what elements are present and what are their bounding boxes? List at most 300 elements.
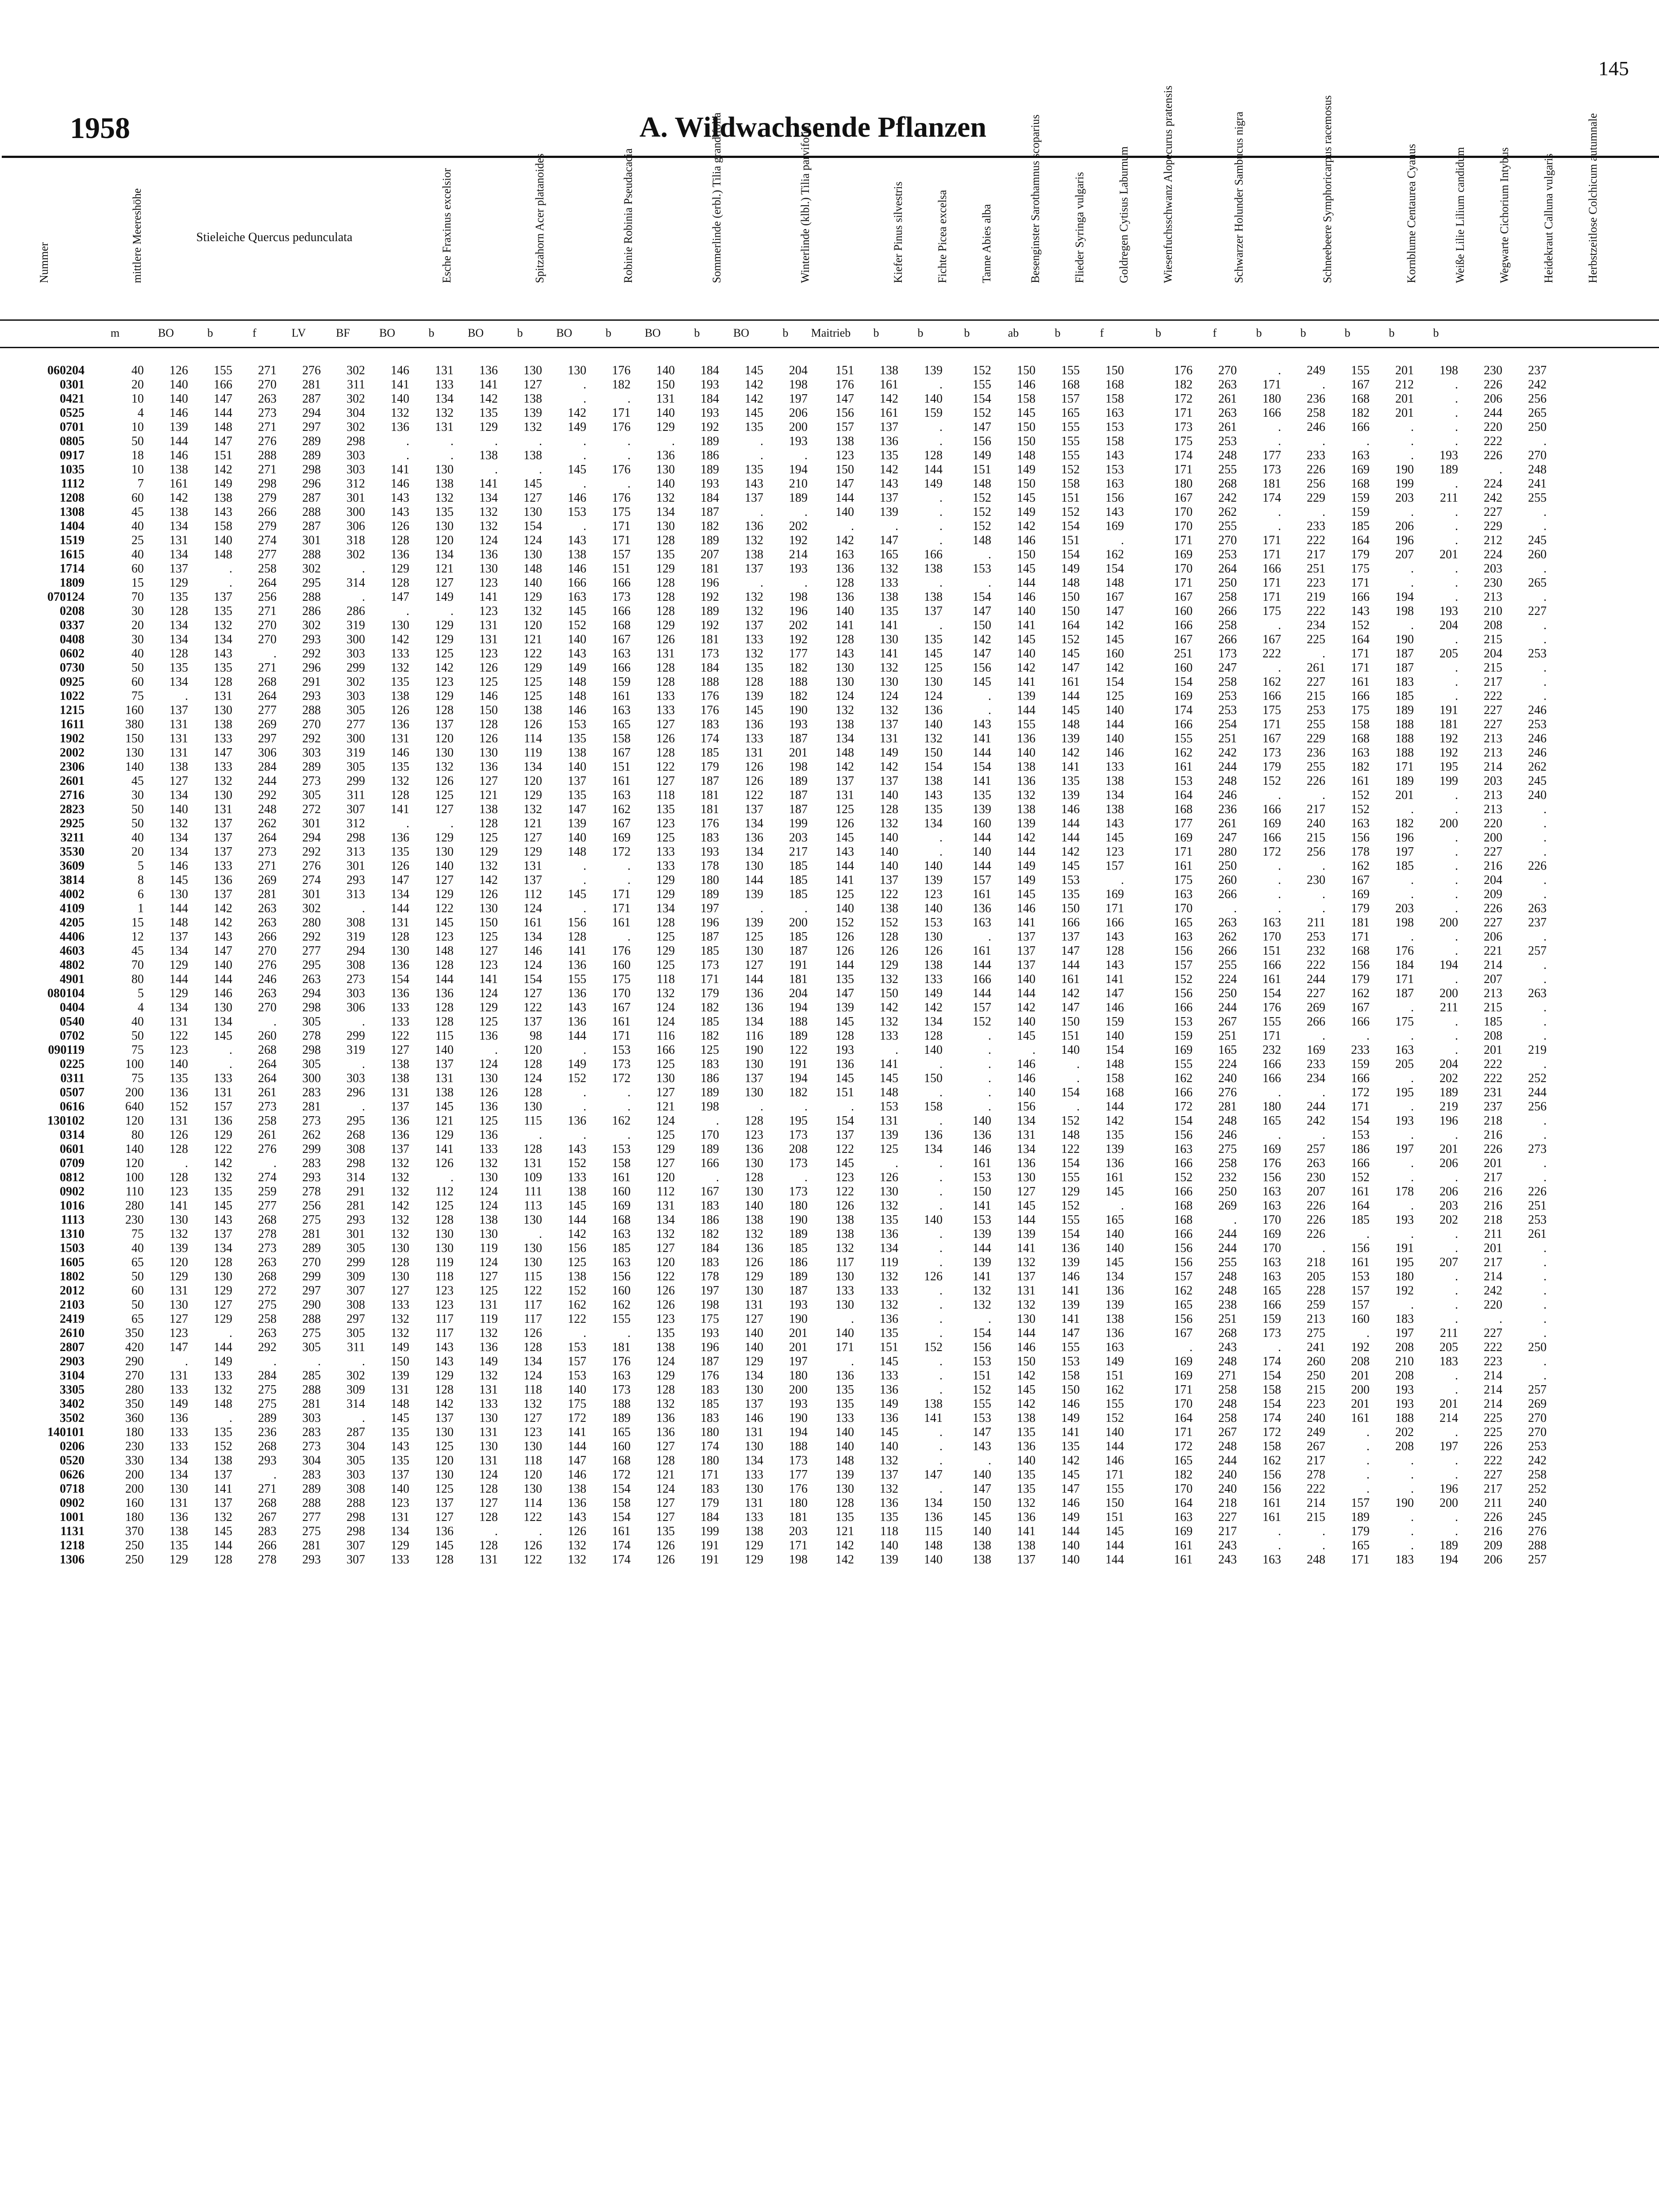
- table-cell: 180: [789, 1369, 808, 1382]
- table-cell: 185: [789, 887, 808, 901]
- table-cell: 330: [125, 1454, 144, 1467]
- table-cell: 140: [745, 1199, 763, 1213]
- table-cell: 146: [1017, 378, 1035, 392]
- table-cell: 263: [1218, 406, 1237, 420]
- table-cell: 171: [612, 1029, 631, 1043]
- table-cell: 127: [745, 1312, 763, 1326]
- table-cell: 188: [789, 1015, 808, 1029]
- table-cell: 292: [302, 930, 321, 944]
- table-cell: 274: [258, 534, 277, 547]
- table-cell: 169: [1263, 1142, 1281, 1156]
- table-cell: 147: [973, 647, 991, 661]
- table-cell: 123: [169, 1043, 188, 1057]
- table-cell: 154: [835, 1114, 854, 1128]
- table-cell: 301: [302, 817, 321, 830]
- table-cell: 125: [435, 1199, 454, 1213]
- table-cell: 125: [435, 1482, 454, 1496]
- table-cell: 118: [657, 788, 675, 802]
- table-cell: 159: [1351, 505, 1370, 519]
- table-cell: 206: [1395, 519, 1414, 533]
- table-cell: 126: [835, 1199, 854, 1213]
- table-cell: 123: [169, 1326, 188, 1340]
- table-cell: 123: [479, 958, 498, 972]
- table-cell: 127: [435, 873, 454, 887]
- table-cell: 135: [169, 590, 188, 604]
- table-cell: .: [1077, 1100, 1080, 1114]
- table-cell: 176: [1174, 364, 1193, 377]
- table-cell: 154: [1351, 1114, 1370, 1128]
- table-cell: 136: [1017, 1510, 1035, 1524]
- table-cell: 263: [258, 1326, 277, 1340]
- table-cell: 148: [568, 675, 586, 689]
- table-cell: 147: [973, 1425, 991, 1439]
- table-cell: 305: [302, 1340, 321, 1354]
- table-cell: 160: [612, 1440, 631, 1453]
- table-cell: 163: [1263, 1256, 1281, 1269]
- table-cell: 128: [745, 1171, 763, 1184]
- table-cell: 132: [656, 491, 675, 505]
- table-cell: 123: [435, 1284, 454, 1298]
- table-cell: 145: [214, 1525, 232, 1538]
- subheader-label: BO: [733, 326, 750, 339]
- table-cell: 226: [1307, 1213, 1325, 1227]
- table-cell: 264: [258, 576, 277, 590]
- table-cell: 314: [346, 1397, 365, 1411]
- table-cell: 156: [1017, 1100, 1035, 1114]
- table-cell: 189: [789, 491, 808, 505]
- table-cell: 254: [1218, 718, 1237, 731]
- table-cell: 246: [1528, 746, 1547, 760]
- table-cell: 140: [1105, 703, 1124, 717]
- table-cell: 166: [1263, 689, 1281, 703]
- table-cell: 243: [1218, 1340, 1237, 1354]
- table-cell: 281: [302, 1227, 321, 1241]
- table-cell: 179: [1263, 760, 1281, 774]
- table-cell: 124: [479, 1468, 498, 1482]
- table-cell: 158: [612, 732, 631, 745]
- table-cell: .: [1455, 1425, 1458, 1439]
- table-cell: 50: [131, 1029, 144, 1043]
- table-cell: 251: [1218, 732, 1237, 745]
- table-cell: 134: [924, 1496, 943, 1510]
- table-cell: 141: [880, 1057, 898, 1071]
- table-cell: .: [627, 449, 631, 462]
- table-cell: 202: [1395, 1425, 1414, 1439]
- table-cell: 173: [612, 590, 631, 604]
- table-cell: 117: [435, 1312, 454, 1326]
- table-cell: 311: [347, 378, 365, 392]
- table-cell: .: [495, 1043, 498, 1057]
- table-cell: 126: [924, 944, 943, 958]
- table-cell: .: [939, 1057, 943, 1071]
- row-number: 2610: [60, 1326, 85, 1340]
- table-cell: 143: [880, 477, 898, 491]
- table-cell: 167: [612, 817, 631, 830]
- table-cell: .: [939, 519, 943, 533]
- table-cell: 134: [169, 1001, 188, 1014]
- table-cell: 297: [302, 1284, 321, 1298]
- table-row: [0, 732, 1547, 746]
- table-cell: 127: [656, 774, 675, 788]
- row-number: 0206: [60, 1440, 85, 1453]
- table-cell: 124: [479, 1199, 498, 1213]
- table-cell: 152: [169, 1100, 188, 1114]
- table-cell: 287: [302, 491, 321, 505]
- table-cell: 124: [656, 1355, 675, 1368]
- table-cell: 268: [258, 1043, 277, 1057]
- table-cell: 277: [302, 944, 321, 958]
- table-cell: 141: [435, 1142, 454, 1156]
- table-cell: 144: [169, 972, 188, 986]
- table-cell: .: [939, 845, 943, 859]
- table-cell: 280: [125, 1199, 144, 1213]
- table-cell: 70: [131, 590, 144, 604]
- table-cell: 141: [1017, 916, 1035, 929]
- table-cell: 144: [745, 972, 763, 986]
- table-cell: 224: [1484, 477, 1502, 491]
- table-cell: 180: [1263, 1100, 1281, 1114]
- table-cell: 156: [1174, 1128, 1193, 1142]
- table-cell: 252: [1528, 1071, 1547, 1085]
- row-number: 1615: [60, 548, 85, 561]
- table-cell: .: [1121, 1199, 1124, 1213]
- table-cell: 214: [1484, 958, 1502, 972]
- row-number: 1310: [60, 1227, 85, 1241]
- table-cell: 264: [258, 831, 277, 845]
- table-cell: 152: [973, 1015, 991, 1029]
- table-cell: 288: [302, 1383, 321, 1397]
- table-cell: 151: [1061, 491, 1080, 505]
- table-cell: .: [273, 1156, 277, 1170]
- table-cell: 161: [612, 1525, 631, 1538]
- table-cell: 140: [880, 1539, 898, 1552]
- table-cell: 142: [1061, 987, 1080, 1000]
- table-cell: .: [583, 902, 586, 915]
- table-cell: 128: [214, 1256, 232, 1269]
- table-cell: 112: [657, 1185, 675, 1198]
- table-cell: 118: [657, 972, 675, 986]
- table-cell: 131: [880, 1114, 898, 1128]
- table-cell: 287: [346, 1425, 365, 1439]
- table-cell: 148: [924, 1539, 943, 1552]
- table-cell: .: [229, 1326, 232, 1340]
- table-cell: 135: [169, 1071, 188, 1085]
- table-cell: 188: [1395, 1411, 1414, 1425]
- table-cell: 134: [169, 1454, 188, 1467]
- table-cell: 287: [302, 392, 321, 406]
- table-cell: 142: [214, 916, 232, 929]
- table-cell: 261: [1218, 817, 1237, 830]
- table-cell: 136: [479, 1029, 498, 1043]
- table-cell: 138: [1017, 760, 1035, 774]
- table-cell: 122: [169, 1029, 188, 1043]
- header-schneebeere: Schneebeere Symphoricarpus racemosus: [1321, 95, 1334, 283]
- table-cell: 135: [391, 1425, 409, 1439]
- table-cell: 215: [1307, 689, 1325, 703]
- table-cell: 135: [973, 788, 991, 802]
- table-cell: .: [1544, 661, 1547, 675]
- table-cell: 147: [835, 477, 854, 491]
- table-cell: 157: [612, 548, 631, 561]
- table-cell: 201: [1440, 1142, 1458, 1156]
- table-cell: 256: [1307, 845, 1325, 859]
- table-cell: 149: [1105, 1355, 1124, 1368]
- table-cell: 154: [1263, 987, 1281, 1000]
- table-cell: 131: [435, 1071, 454, 1085]
- table-cell: .: [627, 1100, 631, 1114]
- table-cell: 288: [302, 505, 321, 519]
- table-cell: .: [539, 463, 542, 476]
- table-cell: 129: [214, 1284, 232, 1298]
- table-cell: 178: [701, 859, 719, 873]
- table-cell: .: [1411, 1199, 1414, 1213]
- table-cell: 160: [1174, 604, 1193, 618]
- table-cell: 301: [302, 887, 321, 901]
- table-cell: 130: [479, 746, 498, 760]
- table-cell: 150: [973, 1185, 991, 1198]
- table-cell: 173: [1263, 1326, 1281, 1340]
- table-cell: 180: [1263, 392, 1281, 406]
- table-cell: 120: [523, 618, 542, 632]
- table-cell: 185: [701, 746, 719, 760]
- table-cell: 236: [258, 1425, 277, 1439]
- table-cell: 268: [258, 1270, 277, 1283]
- table-cell: 124: [656, 1015, 675, 1029]
- table-cell: 125: [435, 1440, 454, 1453]
- table-cell: 189: [701, 604, 719, 618]
- table-cell: 128: [435, 1015, 454, 1029]
- table-cell: 161: [1174, 1539, 1193, 1552]
- table-cell: 305: [346, 760, 365, 774]
- table-cell: 308: [346, 916, 365, 929]
- table-cell: 171: [701, 1468, 719, 1482]
- table-cell: 305: [302, 1057, 321, 1071]
- table-cell: 125: [701, 1043, 719, 1057]
- table-cell: 171: [1174, 576, 1193, 590]
- table-cell: 159: [1263, 1312, 1281, 1326]
- table-cell: 271: [258, 420, 277, 434]
- subheader-label: b: [605, 326, 612, 339]
- table-cell: 130: [479, 1227, 498, 1241]
- table-cell: 152: [1351, 618, 1370, 632]
- table-cell: 138: [924, 562, 943, 576]
- table-row: [0, 1355, 1547, 1369]
- table-cell: 128: [656, 661, 675, 675]
- table-cell: 132: [479, 1326, 498, 1340]
- table-cell: 145: [435, 1100, 454, 1114]
- table-cell: 166: [214, 378, 232, 392]
- table-cell: 156: [1263, 1468, 1281, 1482]
- table-cell: 132: [169, 1227, 188, 1241]
- table-cell: 40: [131, 1241, 144, 1255]
- table-cell: 139: [745, 887, 763, 901]
- table-cell: 210: [1484, 604, 1502, 618]
- table-cell: 222: [1484, 1057, 1502, 1071]
- table-cell: 144: [973, 859, 991, 873]
- table-cell: 147: [1105, 604, 1124, 618]
- table-cell: 207: [1440, 1256, 1458, 1269]
- table-cell: 130: [523, 1256, 542, 1269]
- table-cell: 130: [924, 930, 943, 944]
- table-cell: 157: [1351, 1496, 1370, 1510]
- table-cell: .: [1077, 1057, 1080, 1071]
- table-cell: 147: [1061, 1482, 1080, 1496]
- table-cell: 223: [1484, 1355, 1502, 1368]
- table-cell: 174: [1263, 1411, 1281, 1425]
- table-cell: 201: [789, 1326, 808, 1340]
- table-cell: 128: [924, 1029, 943, 1043]
- table-cell: 189: [1440, 1539, 1458, 1552]
- table-cell: 140: [169, 392, 188, 406]
- table-cell: 145: [1105, 831, 1124, 845]
- table-cell: 148: [1105, 1057, 1124, 1071]
- table-cell: 285: [302, 1369, 321, 1382]
- table-cell: 140: [924, 1553, 943, 1567]
- table-cell: 171: [701, 972, 719, 986]
- table-cell: 216: [1484, 859, 1502, 873]
- table-cell: 30: [131, 604, 144, 618]
- table-cell: 142: [1061, 1454, 1080, 1467]
- table-cell: 303: [302, 1411, 321, 1425]
- table-cell: 142: [1017, 519, 1035, 533]
- table-cell: 126: [169, 1128, 188, 1142]
- table-cell: 213: [1484, 987, 1502, 1000]
- table-cell: 293: [346, 873, 365, 887]
- table-cell: 50: [131, 434, 144, 448]
- table-cell: 165: [1174, 1298, 1193, 1312]
- table-cell: .: [939, 1114, 943, 1128]
- table-cell: 134: [924, 1015, 943, 1029]
- table-cell: 243: [1218, 1539, 1237, 1552]
- table-cell: 145: [1105, 1185, 1124, 1198]
- table-cell: 140: [973, 1468, 991, 1482]
- table-cell: 166: [1263, 1071, 1281, 1085]
- table-row: [0, 1440, 1547, 1454]
- table-cell: 143: [214, 930, 232, 944]
- table-cell: .: [760, 576, 763, 590]
- table-cell: 269: [1307, 1001, 1325, 1014]
- table-cell: 234: [1307, 1071, 1325, 1085]
- table-cell: 227: [1307, 987, 1325, 1000]
- table-cell: 175: [1351, 703, 1370, 717]
- table-cell: 132: [391, 1312, 409, 1326]
- table-cell: 133: [880, 1029, 898, 1043]
- table-cell: 152: [973, 1383, 991, 1397]
- table-cell: 158: [1061, 1369, 1080, 1382]
- table-cell: 244: [1307, 1100, 1325, 1114]
- table-cell: 153: [973, 1355, 991, 1368]
- table-cell: 168: [612, 618, 631, 632]
- table-cell: 153: [1105, 420, 1124, 434]
- table-cell: 129: [391, 1539, 409, 1552]
- row-number: 0314: [60, 1128, 85, 1142]
- table-cell: 159: [1174, 1029, 1193, 1043]
- table-cell: .: [406, 817, 409, 830]
- table-cell: 208: [1484, 618, 1502, 632]
- table-cell: .: [939, 1171, 943, 1184]
- table-cell: 125: [1105, 689, 1124, 703]
- table-cell: 188: [789, 1440, 808, 1453]
- table-cell: 130: [1017, 1171, 1035, 1184]
- table-cell: 251: [1218, 1029, 1237, 1043]
- table-cell: 175: [1351, 562, 1370, 576]
- table-cell: 161: [612, 1015, 631, 1029]
- table-cell: 297: [302, 420, 321, 434]
- table-cell: 283: [302, 1468, 321, 1482]
- table-cell: 188: [1395, 746, 1414, 760]
- table-cell: 150: [1017, 434, 1035, 448]
- row-number: 080104: [47, 987, 85, 1000]
- table-cell: 293: [302, 1553, 321, 1567]
- table-cell: 148: [1061, 718, 1080, 731]
- table-cell: 200: [1440, 987, 1458, 1000]
- table-cell: 145: [924, 647, 943, 661]
- table-cell: 129: [435, 618, 454, 632]
- table-cell: 171: [1351, 1553, 1370, 1567]
- table-cell: 156: [973, 1340, 991, 1354]
- row-number: 1215: [60, 703, 85, 717]
- table-cell: 136: [169, 1411, 188, 1425]
- table-cell: 187: [789, 788, 808, 802]
- table-cell: 157: [1174, 958, 1193, 972]
- table-cell: 166: [1263, 803, 1281, 816]
- row-number: 3305: [60, 1383, 85, 1397]
- table-cell: 144: [835, 859, 854, 873]
- table-cell: 160: [125, 703, 144, 717]
- table-cell: 141: [973, 1270, 991, 1283]
- table-cell: 70: [131, 958, 144, 972]
- table-cell: 130: [745, 1185, 763, 1198]
- table-cell: 166: [612, 604, 631, 618]
- table-cell: 161: [1174, 1553, 1193, 1567]
- table-cell: .: [1455, 534, 1458, 547]
- table-cell: 244: [1218, 1227, 1237, 1241]
- table-cell: .: [1322, 1086, 1325, 1099]
- table-cell: 163: [612, 788, 631, 802]
- table-cell: 145: [568, 1199, 586, 1213]
- table-cell: .: [939, 1425, 943, 1439]
- table-cell: 132: [1017, 1298, 1035, 1312]
- table-cell: 175: [568, 1397, 586, 1411]
- table-row: [0, 1411, 1547, 1425]
- table-cell: 307: [346, 1284, 365, 1298]
- table-cell: .: [939, 505, 943, 519]
- table-cell: 303: [346, 647, 365, 661]
- row-number: 3609: [60, 859, 85, 873]
- table-cell: 130: [391, 944, 409, 958]
- table-cell: 125: [479, 1114, 498, 1128]
- table-cell: 154: [391, 972, 409, 986]
- table-cell: 123: [435, 675, 454, 689]
- table-cell: .: [1544, 562, 1547, 576]
- table-cell: 137: [924, 604, 943, 618]
- table-cell: 136: [391, 987, 409, 1000]
- table-cell: 253: [1307, 930, 1325, 944]
- table-cell: 162: [1351, 987, 1370, 1000]
- table-cell: 166: [973, 972, 991, 986]
- table-cell: 138: [1105, 1312, 1124, 1326]
- table-cell: 161: [880, 378, 898, 392]
- table-cell: 250: [1307, 1369, 1325, 1382]
- table-cell: 198: [701, 1298, 719, 1312]
- table-cell: 312: [346, 817, 365, 830]
- table-cell: 261: [258, 1128, 277, 1142]
- table-cell: .: [1544, 434, 1547, 448]
- table-cell: 167: [1174, 1326, 1193, 1340]
- table-cell: 242: [1528, 1454, 1547, 1467]
- table-cell: 134: [214, 1241, 232, 1255]
- table-cell: 117: [435, 1326, 454, 1340]
